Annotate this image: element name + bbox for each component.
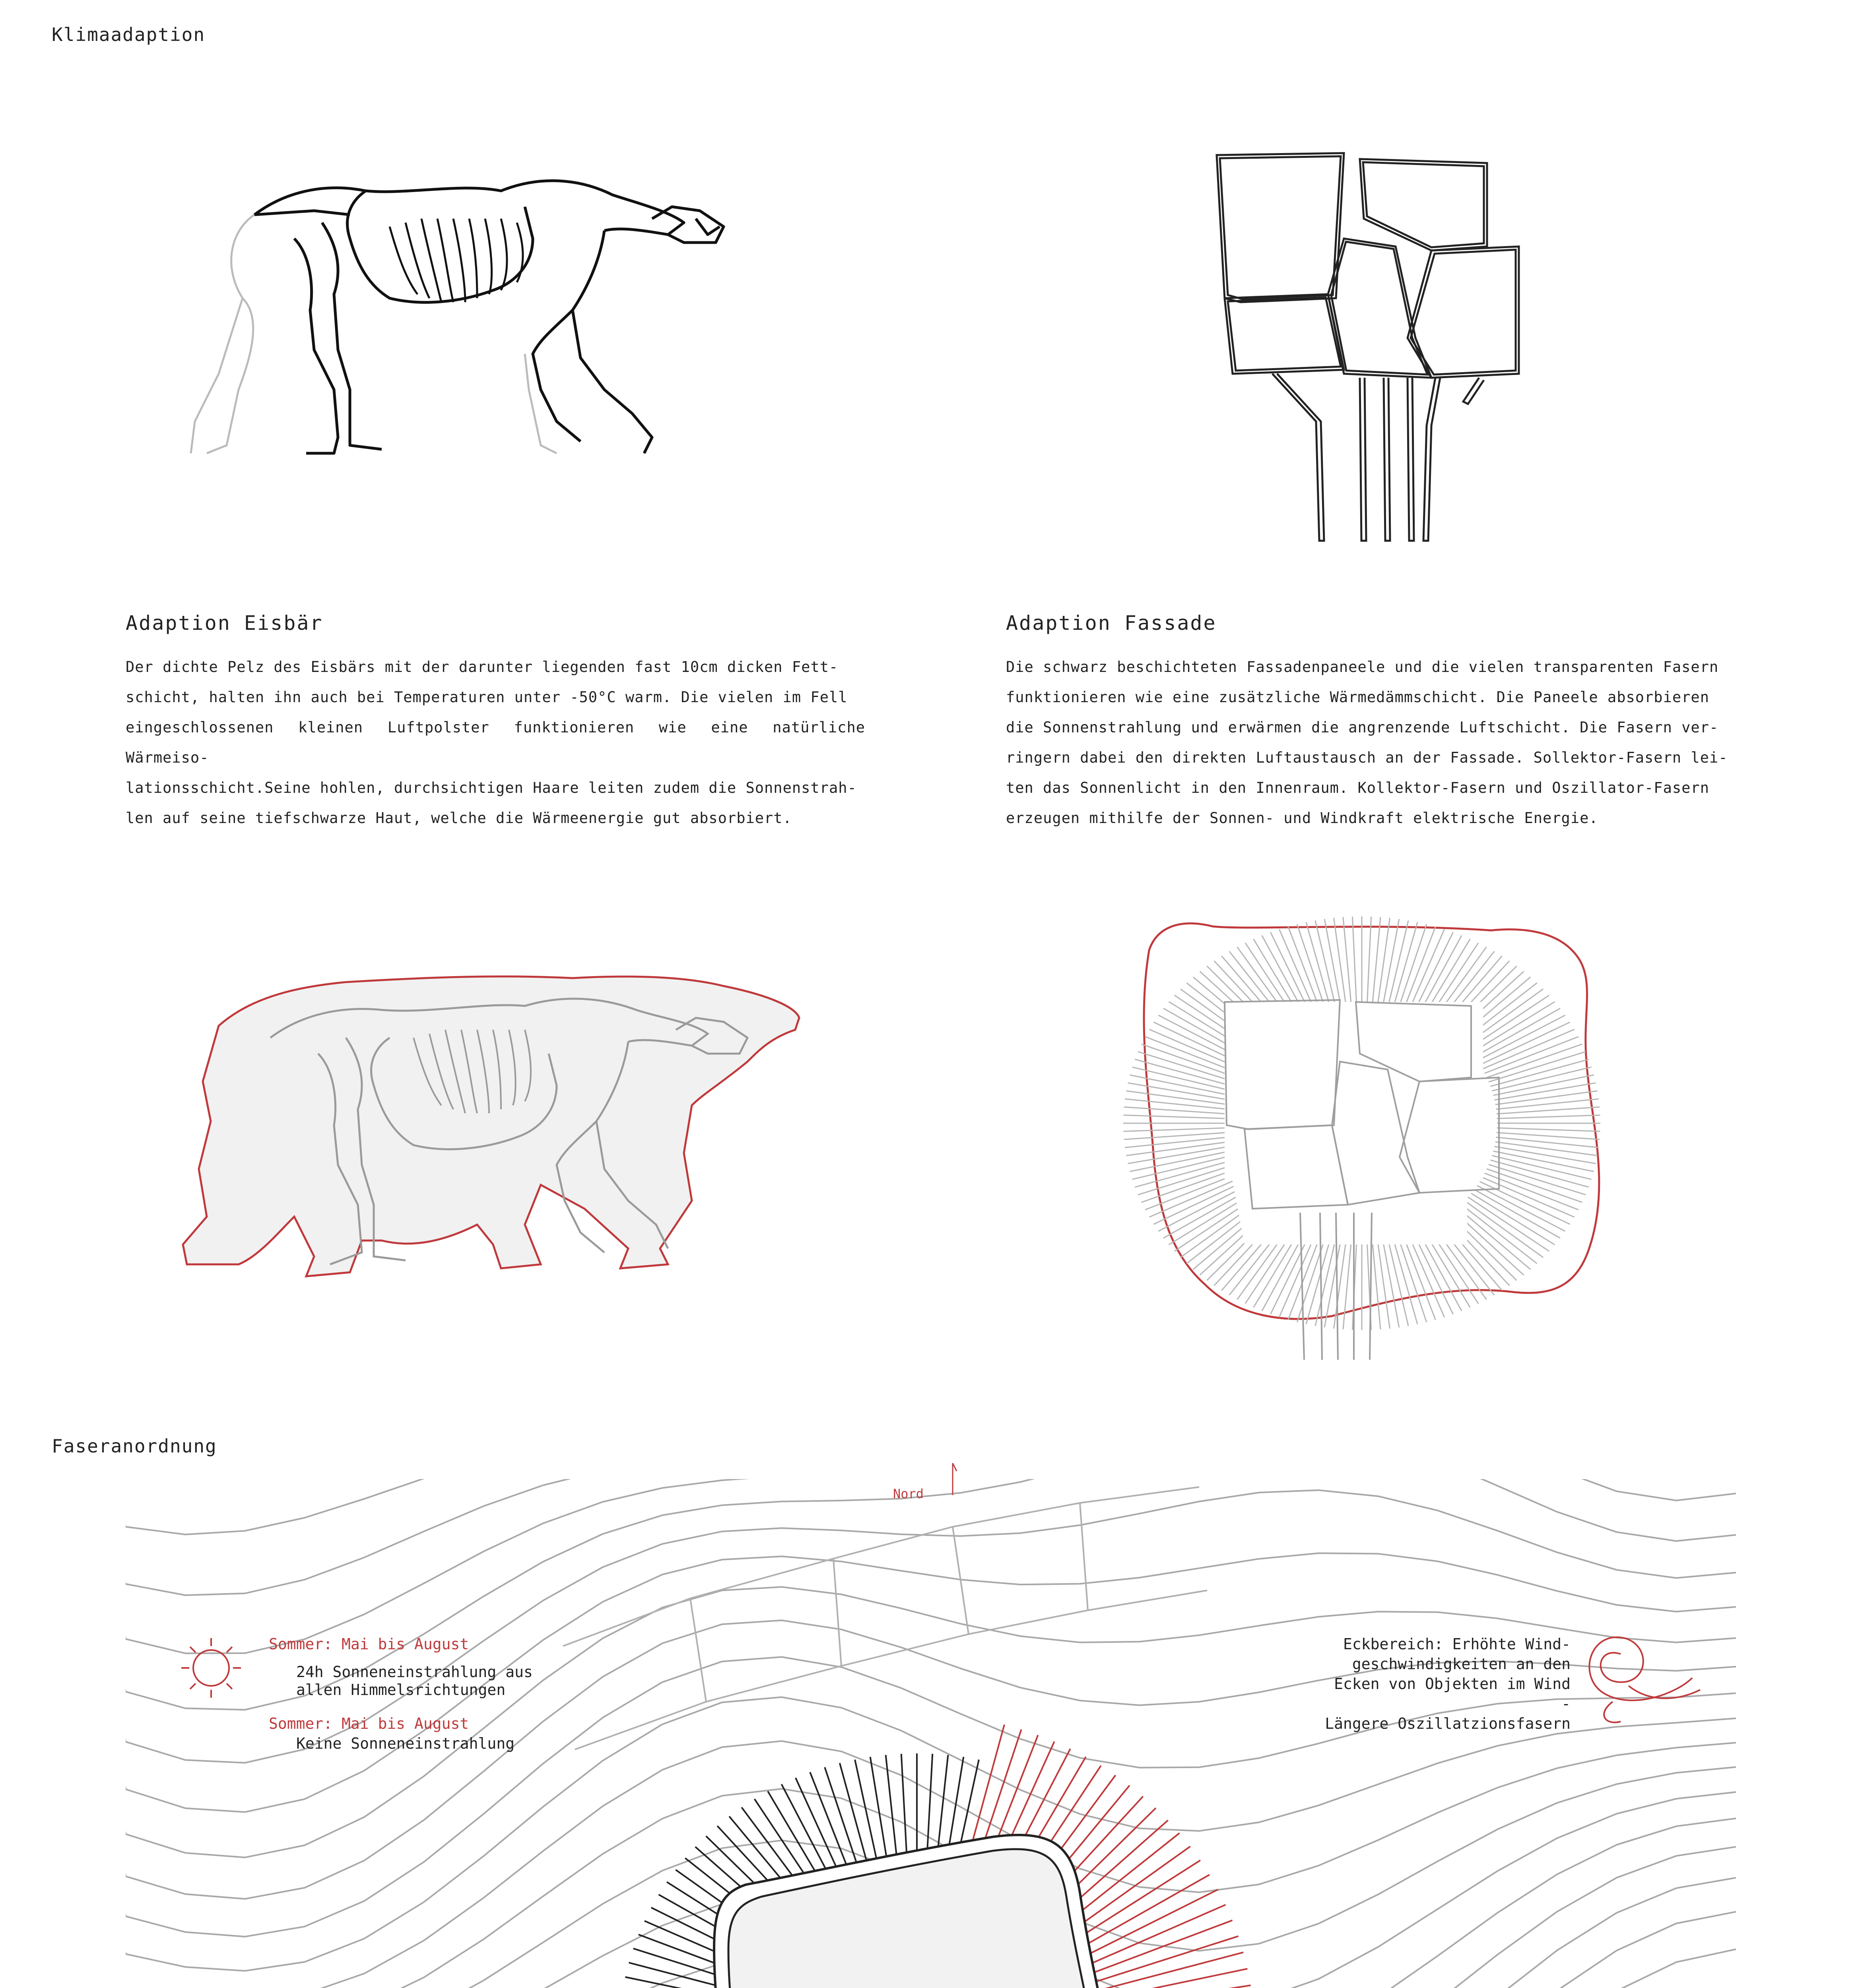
fassade-line: Die schwarz beschichteten Fassadenpaneele und die vielen transparenten Fasern — [1006, 658, 1719, 676]
polar-bear-skeleton-drawing — [183, 167, 819, 477]
corner-line: Ecken von Objekten im Wind — [1334, 1675, 1571, 1693]
eisbaer-line: len auf seine tiefschwarze Haut, welche die Wärmeenergie gut absorbiert. — [126, 810, 792, 827]
eisbaer-line: eingeschlossenen kleinen Luftpolster funktionieren wie eine natürliche Wärmeiso- — [126, 719, 865, 766]
fassade-line: erzeugen mithilfe der Sonnen- und Windkraft elektrische Energie. — [1006, 810, 1598, 827]
wind-swirl-icon — [1589, 1637, 1700, 1722]
section-title-klimaadaption: Klimaadaption — [52, 24, 206, 45]
eisbaer-heading: Adaption Eisbär — [126, 612, 323, 635]
eisbaer-line: Der dichte Pelz des Eisbärs mit der darunter liegenden fast 10cm dicken Fett- — [126, 658, 839, 676]
summer-label-2: Sommer: Mai bis August — [269, 1715, 469, 1732]
eisbaer-line: lationsschicht.Seine hohlen, durchsichtigen Haare leiten zudem die Sonnenstrah- — [126, 779, 857, 796]
fassade-paragraph — [1006, 652, 1738, 833]
eisbaer-paragraph — [126, 652, 865, 833]
eisbaer-line: schicht, halten ihn auch bei Temperaturen unter -50°C warm. Die vielen im Fell — [126, 689, 848, 706]
corner-line: Längere Oszillatzionsfasern — [1325, 1715, 1571, 1732]
summer-text-1a: 24h Sonneneinstrahlung aus — [296, 1663, 533, 1681]
corner-area-note — [1272, 1634, 1571, 1734]
facade-panel-elevation — [1209, 147, 1543, 541]
corner-line: geschwindigkeiten an den — [1352, 1655, 1571, 1673]
fassade-heading: Adaption Fassade — [1006, 612, 1217, 635]
fassade-line: funktionieren wie eine zusätzliche Wärmedämmschicht. Die Paneele absorbieren — [1006, 689, 1709, 706]
polar-bear-fur-drawing — [175, 962, 811, 1296]
fassade-line: ten das Sonnenlicht in den Innenraum. Kollektor-Fasern und Oszillator-Fasern — [1006, 779, 1709, 796]
fassade-line: ringern dabei den direkten Luftaustausch an der Fassade. Sollektor-Fasern lei- — [1006, 749, 1728, 766]
summer-text-2: Keine Sonneneinstrahlung — [296, 1735, 515, 1752]
summer-text-1b: allen Himmelsrichtungen — [296, 1681, 506, 1699]
corner-line: Eckbereich: Erhöhte Wind- — [1343, 1635, 1571, 1653]
sun-icon — [181, 1638, 241, 1698]
facade-fibre-plan — [1133, 903, 1610, 1360]
corner-line: - — [1561, 1695, 1571, 1712]
summer-label-1: Sommer: Mai bis August — [269, 1635, 469, 1653]
section-title-faseranordnung: Faseranordnung — [52, 1435, 217, 1457]
fassade-line: die Sonnenstrahlung und erwärmen die angrenzende Luftschicht. Die Fasern ver- — [1006, 719, 1719, 736]
direction-nord: Nord — [893, 1486, 924, 1501]
